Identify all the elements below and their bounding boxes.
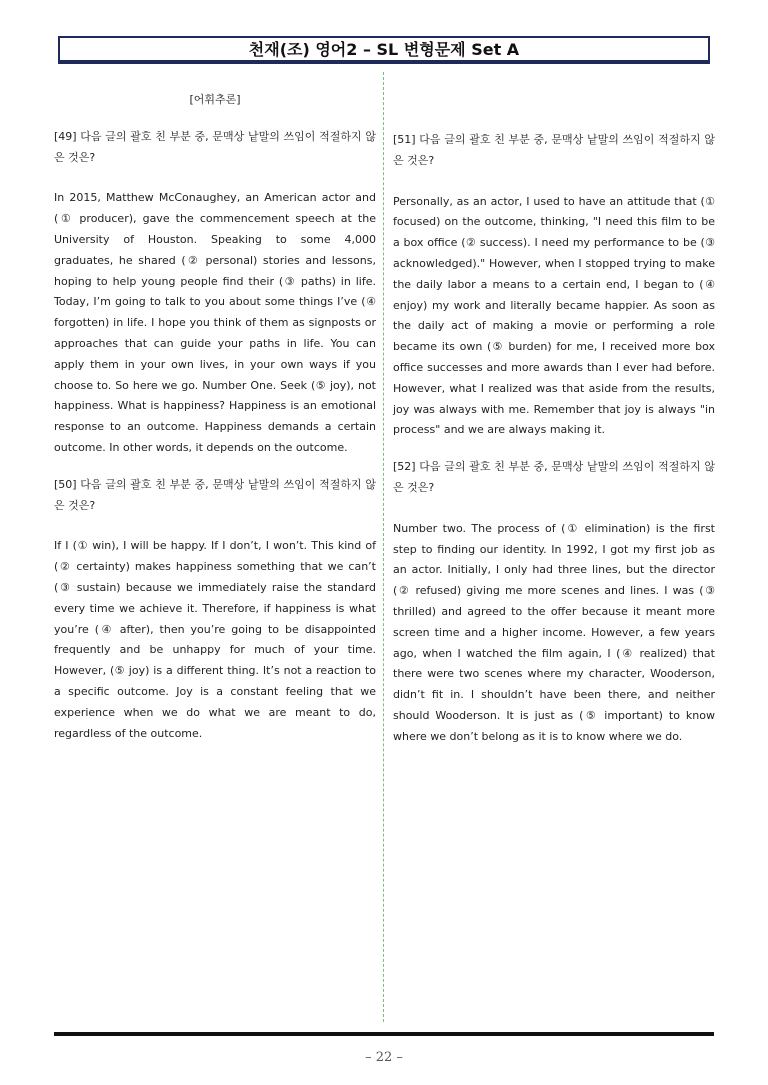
question-49-passage: In 2015, Matthew McConaughey, an American actor and (① producer), gave the commencement speech at the University of Houston. Speaking to some 4,000 graduates, he shared (② personal) stories and lessons, hoping to help young people find their (③ paths) in life. Today, I’m going to talk to you about some things I’ve (④ forgotten) in life. I hope you think of them as signposts or approaches that can guide your paths in life. You can apply them in your own lives, in your own ways if you choose to. So here we go. Number One. Seek (⑤ joy), not happiness. What is happiness? Happiness is an emotional response to an outcome. Happiness demands a certain outcome. In other words, it depends on the outcome. xyxy=(54,191,376,454)
right-column xyxy=(393,130,715,764)
page-number: – 22 – xyxy=(365,1050,403,1065)
column-divider xyxy=(383,72,384,1022)
question-52-passage: Number two. The process of (① elimination) is the first step to finding our identity. In 1992, I got my first job as an actor. Initially, I only had three lines, but the director (② refused) giving me more scenes and lines. I was (③ thrilled) and agreed to the offer because it meant more screen time and a higher income. However, a few years ago, when I watched the film again, I (④ realized) that there were two scenes where my character, Wooderson, didn’t fit in. I shouldn’t have been there, and neither should Wooderson. It is just as (⑤ important) to know where we don’t belong as it is to know where we do. xyxy=(393,521,715,743)
left-column xyxy=(54,90,376,760)
question-52-prompt: [52] 다음 글의 괄호 친 부분 중, 문맥상 낱말의 쓰임이 적절하지 않은 것은? xyxy=(393,460,715,494)
question-51-prompt: [51] 다음 글의 괄호 친 부분 중, 문맥상 낱말의 쓰임이 적절하지 않은 것은? xyxy=(393,133,715,167)
question-50-prompt: [50] 다음 글의 괄호 친 부분 중, 문맥상 낱말의 쓰임이 적절하지 않은 것은? xyxy=(54,477,376,512)
question-51-passage: Personally, as an actor, I used to have an attitude that (① focused) on the outcome, thinking, "I need this film to be a box office (② success). I need my performance to be (③ acknowledged)." However, when I stopped trying to make the daily labor a means to a certain end, I began to (④ enjoy) my work and literally became happier. As soon as the daily act of making a movie or performing a role became its own (⑤ burden) for me, I received more box office successes and more awards than I ever had before. However, what I realized was that aside from the results, joy was always with me. Remember that joy is always "in process" and we are always making it. xyxy=(393,194,715,437)
question-50-passage: If I (① win), I will be happy. If I don’t, I won’t. This kind of (② certainty) makes happiness something that we can’t (③ sustain) because we immediately raise the standard every time we achieve it. Therefore, if happiness is what you’re (④ after), then you’re going to be disappointed frequently and be unhappy for much of your time. However, (⑤ joy) is a different thing. It’s not a reaction to a specific outcome. Joy is a constant feeling that we experience when we do what we are meant to do, regardless of the outcome. xyxy=(54,539,376,740)
footer-rule xyxy=(54,1032,714,1036)
header-title: 천재(조) 영어2 – SL 변형문제 Set A xyxy=(248,40,520,59)
section-label: [어휘추론] xyxy=(189,93,241,106)
page-header xyxy=(58,36,710,64)
question-49-prompt: [49] 다음 글의 괄호 친 부분 중, 문맥상 낱말의 쓰임이 적절하지 않은 것은? xyxy=(54,129,376,164)
